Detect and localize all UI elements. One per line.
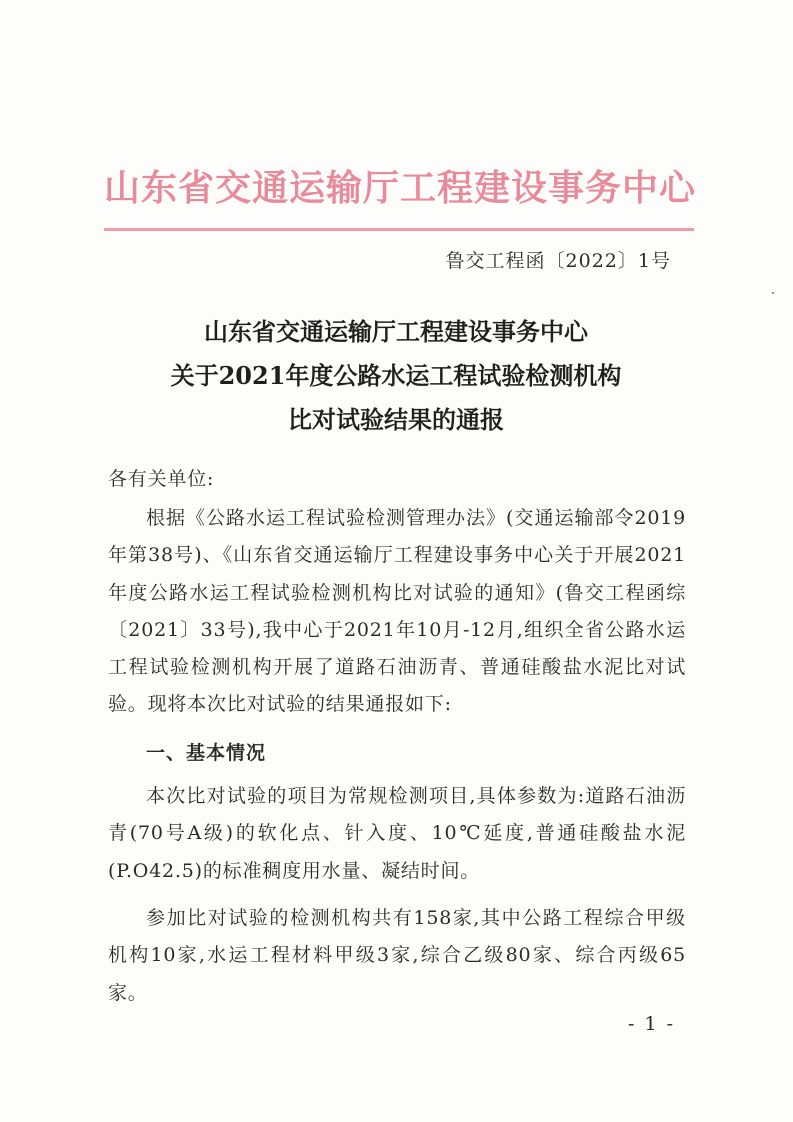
title-line-2: 关于2021年度公路水运工程试验检测机构 [170, 361, 622, 390]
title-line-3: 比对试验结果的通报 [288, 405, 504, 434]
title-line-1: 山东省交通运输厅工程建设事务中心 [204, 317, 588, 346]
salutation: 各有关单位: [108, 468, 215, 490]
section-heading-basic-situation: 一、基本情况 [146, 742, 267, 764]
scan-speck [772, 292, 774, 294]
paragraph-intro: 根据《公路水运工程试验检测管理办法》(交通运输部令2019年第38号)、《山东省交通运输厅工程建设事务中心关于开展2021年度公路水运工程试验检测机构比对试验的通知》(鲁交工程函综〔2021〕33号),我中心于2021年10月-12月,组织全省公路水运工程试验检测机构开展了道路石油沥青、普通硅酸盐水泥比对试验。现将本次比对试验的结果通报如下: [108, 507, 686, 716]
org-header: 山东省交通运输厅工程建设事务中心 [103, 167, 696, 209]
header-divider [104, 228, 694, 231]
page-number: - 1 - [627, 1013, 675, 1035]
paragraph-participants: 参加比对试验的检测机构共有158家,其中公路工程综合甲级机构10家,水运工程材料甲级3家,综合乙级80家、综合丙级65家。 [108, 907, 686, 1004]
document-number: 鲁交工程函〔2022〕1号 [445, 250, 671, 272]
paragraph-test-items: 本次比对试验的项目为常规检测项目,具体参数为:道路石油沥青(70号A级)的软化点、针入度、10℃延度,普通硅酸盐水泥(P.O42.5)的标准稠度用水量、凝结时间。 [108, 785, 686, 882]
